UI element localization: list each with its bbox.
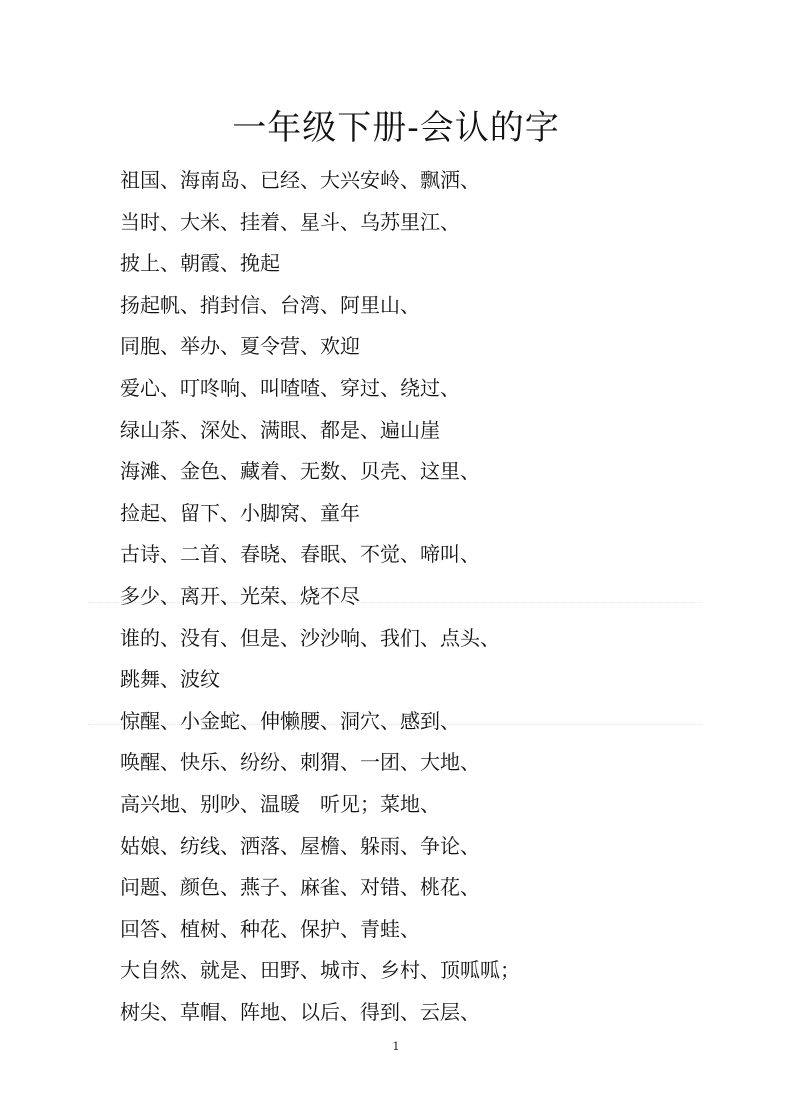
- word-line: 捡起、留下、小脚窝、童年: [120, 500, 360, 525]
- word-line: 扬起帆、捎封信、台湾、阿里山、: [120, 292, 420, 317]
- word-line: 祖国、海南岛、已经、大兴安岭、飘洒、: [120, 168, 480, 192]
- word-line: 多少、离开、光荣、烧不尽: [120, 583, 360, 608]
- word-line: 树尖、草帽、阵地、以后、得到、云层、: [120, 999, 480, 1024]
- word-line: 古诗、二首、春晓、春眠、不觉、啼叫、: [120, 542, 480, 567]
- word-line: 跳舞、波纹: [120, 667, 220, 692]
- word-line: 爱心、叮咚响、叫喳喳、穿过、绕过、: [120, 375, 460, 400]
- word-line: 姑娘、纺线、洒落、屋檐、躲雨、争论、: [120, 833, 480, 858]
- word-line: 披上、朝霞、挽起: [120, 251, 280, 276]
- word-line: 谁的、没有、但是、沙沙响、我们、点头、: [120, 625, 500, 650]
- word-line: 惊醒、小金蛇、伸懒腰、洞穴、感到、: [120, 708, 460, 733]
- word-line: 绿山茶、深处、满眼、都是、遍山崖: [120, 417, 440, 442]
- word-line: 唤醒、快乐、纷纷、刺猬、一团、大地、: [120, 750, 480, 775]
- word-line: 问题、颜色、燕子、麻雀、对错、桃花、: [120, 875, 480, 900]
- word-line: 高兴地、别吵、温暖 听见；菜地、: [120, 791, 440, 816]
- word-line: 海滩、金色、藏着、无数、贝壳、这里、: [120, 459, 480, 484]
- page-title: 一年级下册-会认的字: [232, 108, 560, 148]
- word-line: 大自然、就是、田野、城市、乡村、顶呱呱；: [120, 958, 520, 983]
- page-number: 1: [392, 1040, 400, 1053]
- word-line: 当时、大米、挂着、星斗、乌苏里江、: [120, 209, 460, 234]
- word-list: [120, 160, 720, 1033]
- word-line: 回答、植树、种花、保护、青蛙、: [120, 916, 420, 941]
- word-line: 同胞、举办、夏令营、欢迎: [120, 334, 360, 359]
